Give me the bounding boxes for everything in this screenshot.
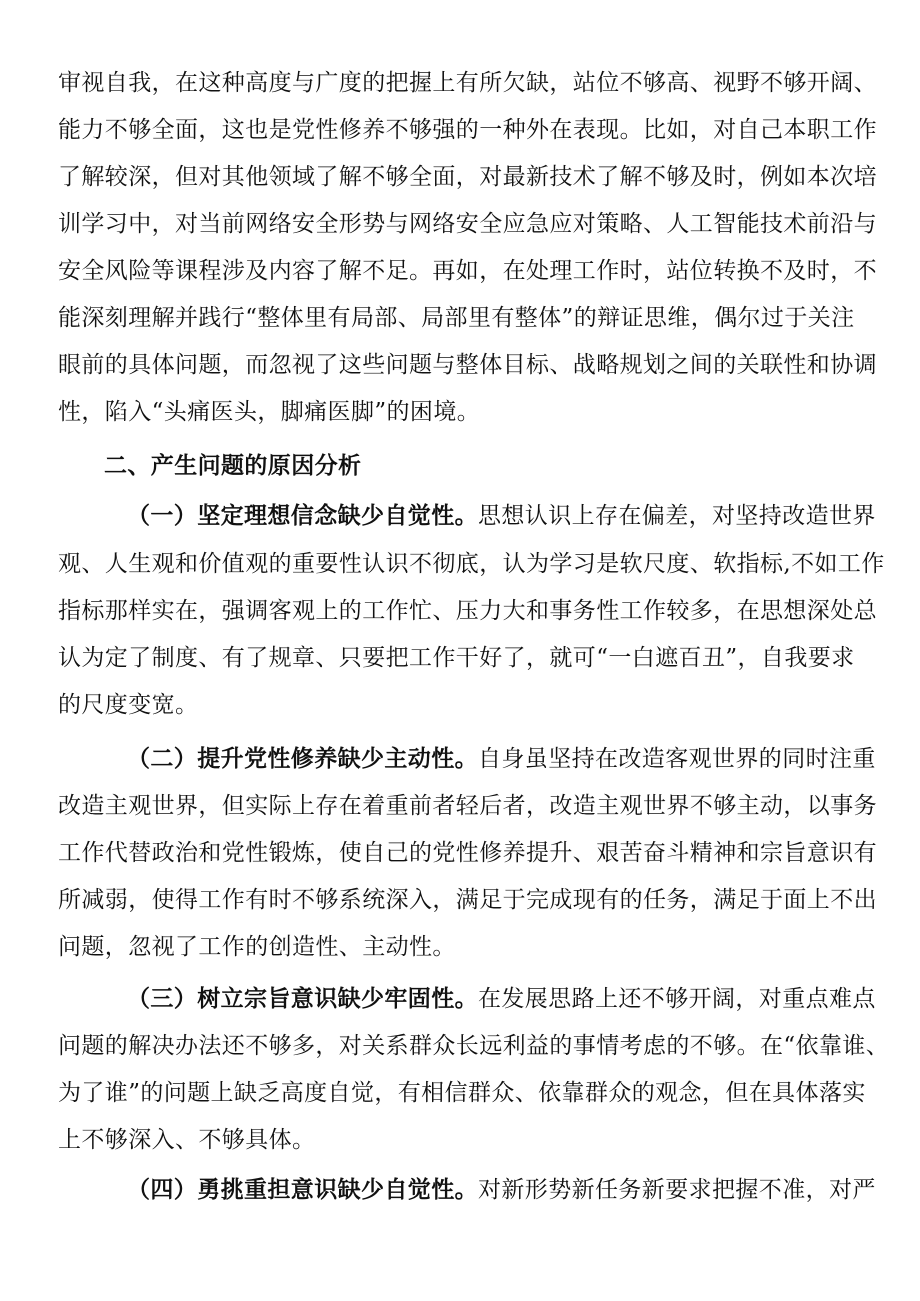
paragraph-title: （四）勇挑重担意识缺少自觉性。 [127, 1176, 478, 1203]
body-text-line: 安全风险等课程涉及内容了解不足。再如，在处理工作时，站位转换不及时，不 [58, 258, 877, 284]
body-text-line: 能深刻理解并践行“整体里有局部、局部里有整体”的辩证思维，偶尔过于关注 [58, 305, 855, 331]
body-text-line: 问题，忽视了工作的创造性、主动性。 [58, 934, 456, 960]
body-text-line: 性，陷入“头痛医头，脚痛医脚”的困境。 [58, 399, 481, 425]
body-text-line: 审视自我，在这种高度与广度的把握上有所欠缺，站位不够高、视野不够开阔、 [58, 70, 877, 96]
paragraph-title: （一）坚定理想信念缺少自觉性。 [127, 502, 478, 529]
paragraph-text: 对新形势新任务新要求把握不准，对严 [478, 1177, 876, 1203]
body-text-line: 眼前的具体问题，而忽视了这些问题与整体目标、战略规划之间的关联性和协调 [58, 352, 877, 378]
body-text-line: 工作代替政治和党性锻炼，使自己的党性修养提升、艰苦奋斗精神和宗旨意识有 [58, 840, 877, 866]
body-text-line: 所减弱，使得工作有时不够系统深入，满足于完成现有的任务，满足于面上不出 [58, 887, 877, 913]
paragraph-title: （二）提升党性修养缺少主动性。 [127, 745, 478, 772]
paragraph-text: 思想认识上存在偏差，对坚持改造世界 [478, 503, 876, 529]
paragraph-first-line [127, 1175, 876, 1205]
body-text-line: 训学习中，对当前网络安全形势与网络安全应急应对策略、人工智能技术前沿与 [58, 211, 877, 237]
paragraph-first-line [127, 501, 876, 531]
body-text-line: 观、人生观和价值观的重要性认识不彻底，认为学习是软尺度、软指标,不如工作 [58, 551, 885, 577]
body-text-line: 为了谁”的问题上缺乏高度自觉，有相信群众、依靠群众的观念，但在具体落实 [58, 1080, 866, 1106]
body-text-line: 问题的解决办法还不够多，对关系群众长远利益的事情考虑的不够。在“依靠谁、 [58, 1033, 890, 1059]
body-text-line: 了解较深，但对其他领域了解不够全面，对最新技术了解不够及时，例如本次培 [58, 164, 877, 190]
body-text-line: 认为定了制度、有了规章、只要把工作干好了，就可“一白遮百丑”，自我要求 [58, 645, 855, 671]
paragraph-text: 在发展思路上还不够开阔，对重点难点 [478, 986, 876, 1012]
paragraph-text: 自身虽坚持在改造客观世界的同时注重 [478, 746, 876, 772]
paragraph-title: （三）树立宗旨意识缺少牢固性。 [127, 985, 478, 1012]
paragraph-first-line [127, 744, 876, 774]
body-text-line: 能力不够全面，这也是党性修养不够强的一种外在表现。比如，对自己本职工作 [58, 117, 877, 143]
section-heading: 二、产生问题的原因分析 [104, 452, 362, 479]
body-text-line: 上不够深入、不够具体。 [58, 1127, 316, 1153]
body-text-line: 的尺度变宽。 [58, 692, 199, 718]
body-text-line: 指标那样实在，强调客观上的工作忙、压力大和事务性工作较多，在思想深处总 [58, 598, 877, 624]
body-text-line: 改造主观世界，但实际上存在着重前者轻后者，改造主观世界不够主动，以事务 [58, 793, 877, 819]
paragraph-first-line [127, 984, 876, 1014]
